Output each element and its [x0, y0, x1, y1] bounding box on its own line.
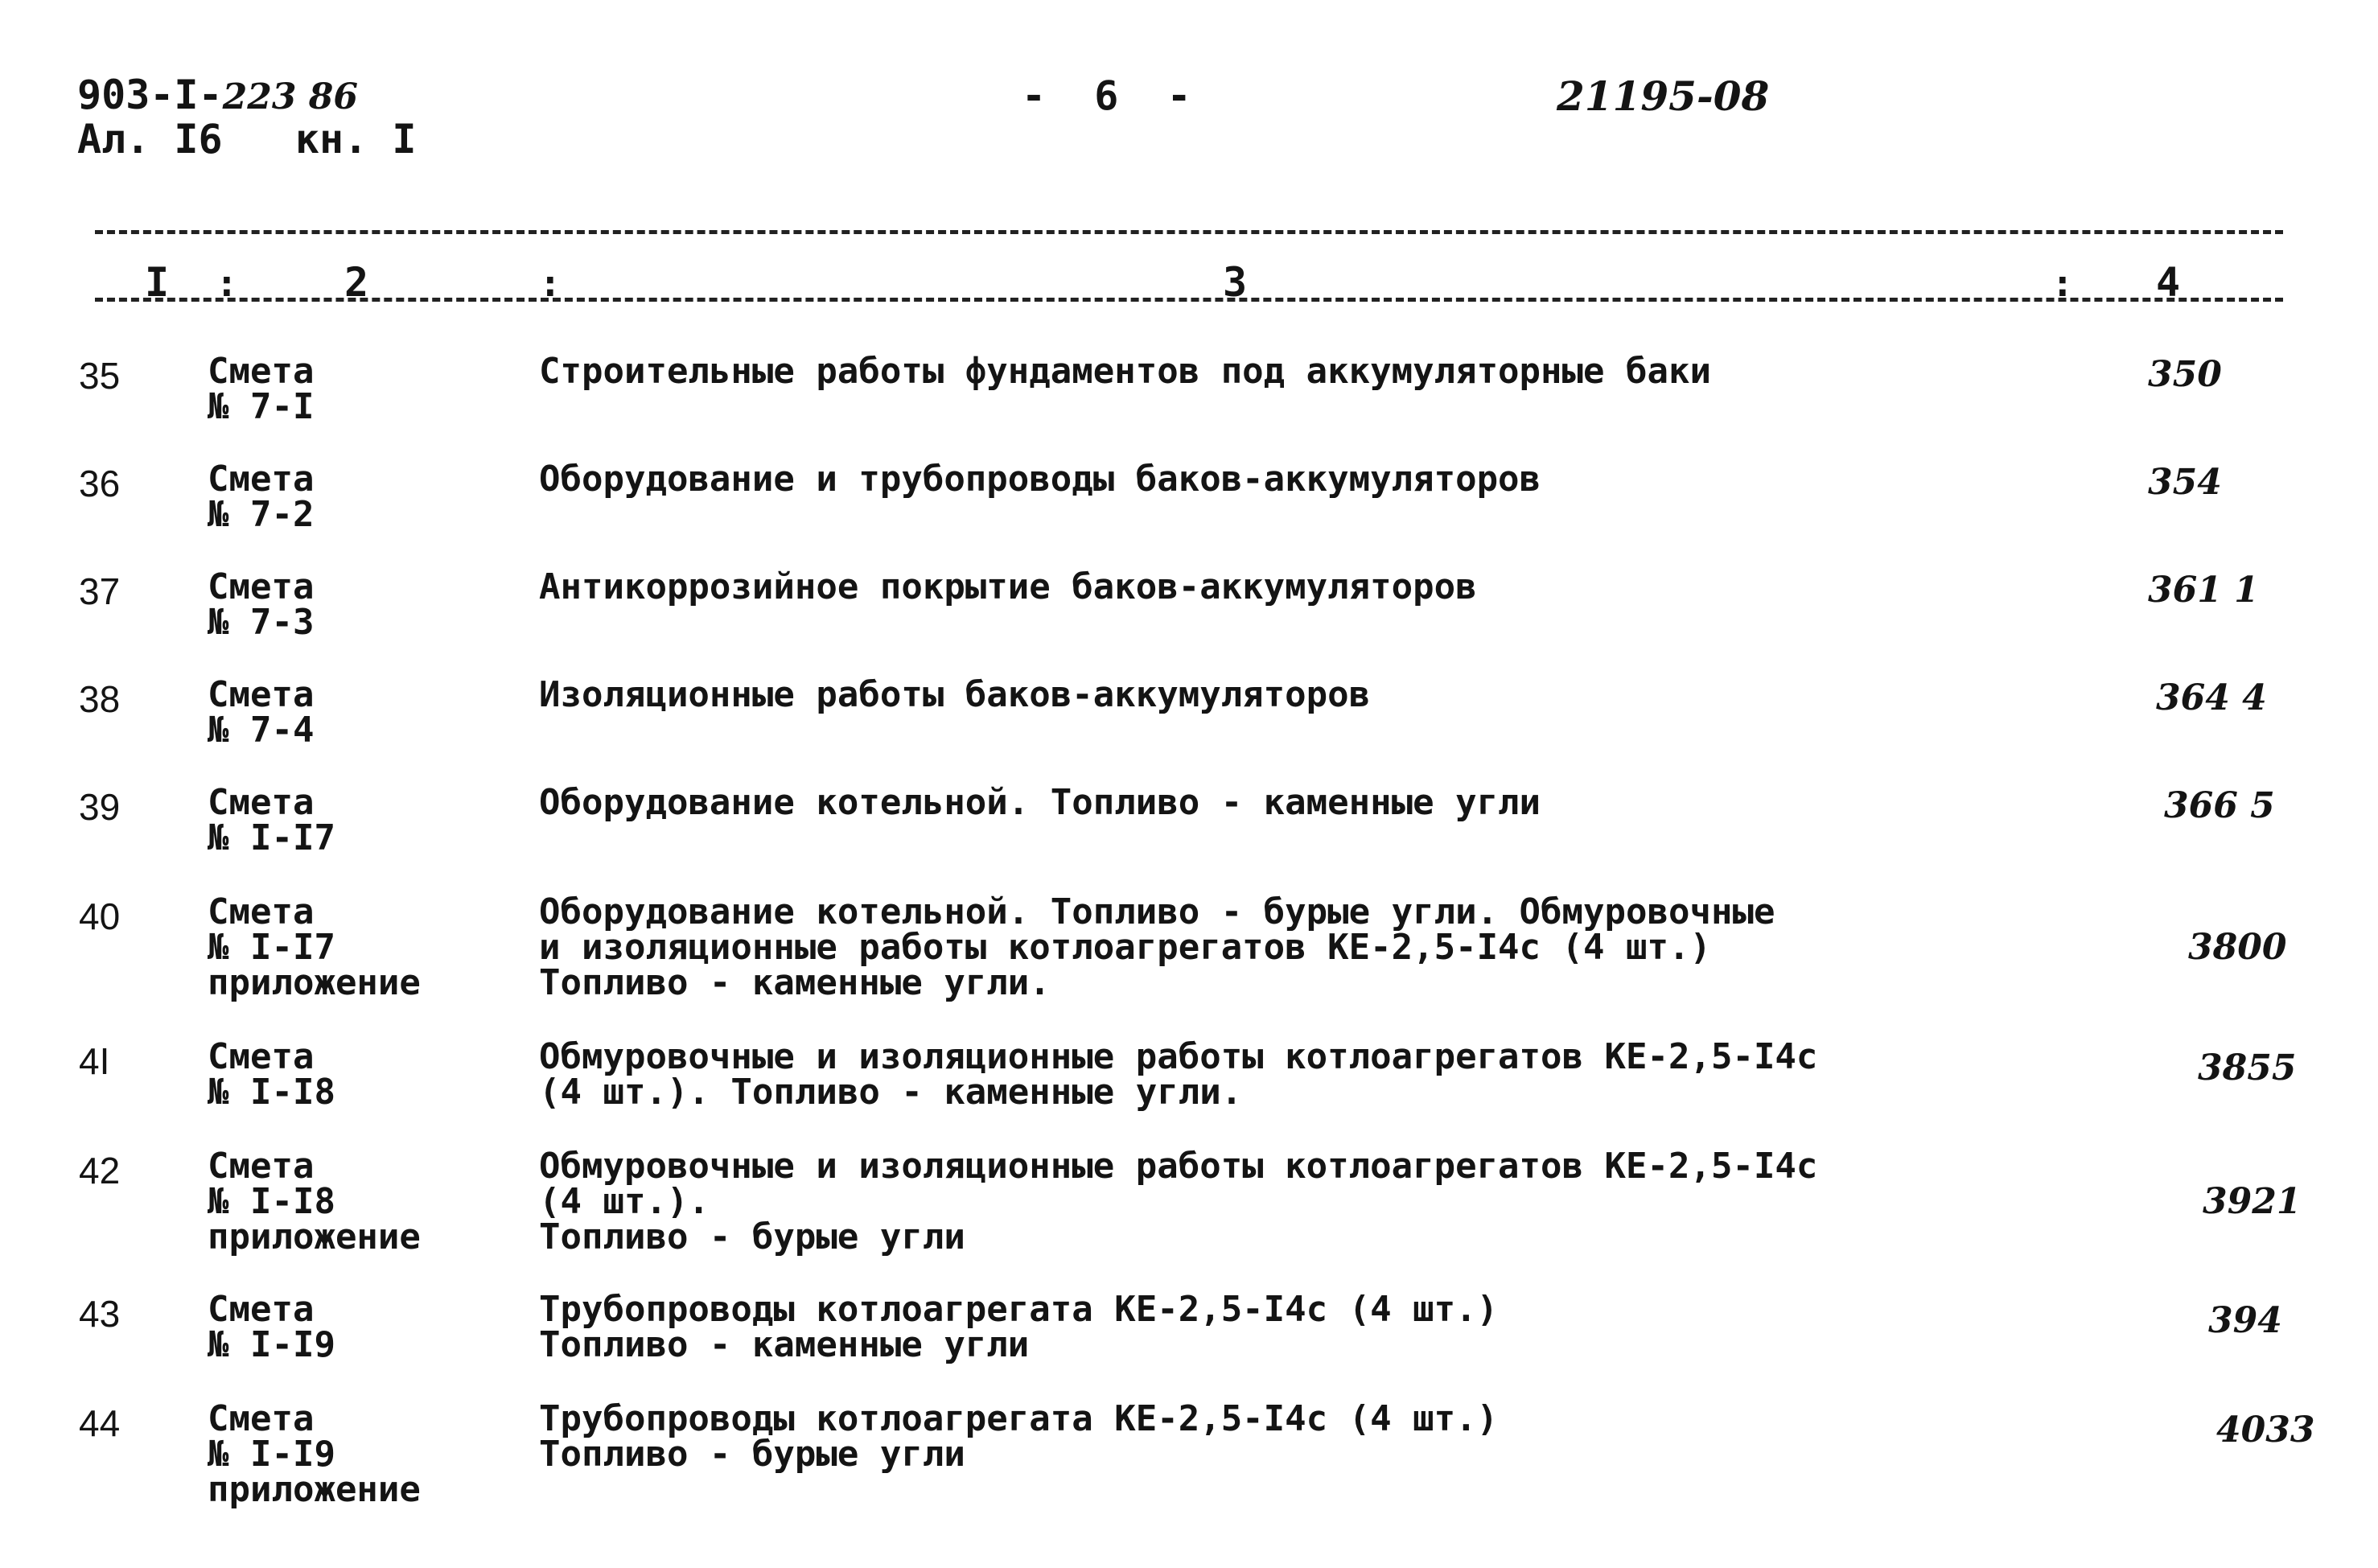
column-separator: :: [216, 261, 238, 305]
row-number: 35: [79, 355, 121, 397]
column-separator: :: [2051, 261, 2074, 305]
row-description: [539, 1036, 1818, 1113]
row-description: [539, 1146, 1818, 1257]
page-reference: 3855: [2198, 1047, 2297, 1089]
row-number: 39: [79, 786, 121, 828]
description-line: Топливо - каменные угли: [539, 1324, 1030, 1365]
album-book-line: Ал. I6 кн. I: [77, 116, 417, 163]
row-description: [539, 782, 1541, 823]
estimate-reference-line: Смета: [208, 782, 315, 823]
description-line: и изоляционные работы котлоагрегатов КЕ-2,5-I4с (4 шт.): [539, 927, 1711, 968]
description-line: (4 шт.). Топливо - каменные угли.: [539, 1072, 1243, 1113]
column-header-4: 4: [2156, 259, 2181, 306]
row-number: 38: [79, 678, 121, 720]
estimate-reference: [208, 1036, 335, 1113]
estimate-reference: [208, 459, 315, 535]
row-number: 42: [79, 1150, 121, 1191]
estimate-reference: [208, 674, 315, 751]
description-line: Топливо - бурые угли: [539, 1434, 965, 1475]
document-designation: [77, 72, 417, 163]
estimate-reference-line: приложение: [208, 1216, 421, 1257]
estimate-reference-line: № I-I7: [208, 817, 335, 858]
row-number: 43: [79, 1293, 121, 1335]
description-line: Обмуровочные и изоляционные работы котлоагрегатов КЕ-2,5-I4с: [539, 1146, 1818, 1187]
estimate-reference: [208, 351, 315, 427]
row-description: [539, 674, 1371, 715]
estimate-reference-line: Смета: [208, 459, 315, 500]
row-number: 4I: [79, 1040, 110, 1082]
estimate-reference-line: Смета: [208, 566, 315, 607]
estimate-reference-line: № I-I8: [208, 1072, 335, 1113]
page-reference: 3800: [2188, 927, 2287, 968]
description-line: Оборудование котельной. Топливо - бурые угли. Обмуровочные: [539, 891, 1775, 932]
description-line: Строительные работы фундаментов под аккумуляторные баки: [539, 351, 1711, 392]
estimate-reference: [208, 1289, 335, 1365]
page-reference: 366 5: [2164, 785, 2275, 826]
row-description: [539, 566, 1477, 607]
column-header-3: 3: [1223, 259, 1248, 306]
page-reference: 3921: [2203, 1181, 2302, 1222]
estimate-reference-line: Смета: [208, 1398, 315, 1439]
estimate-reference: [208, 891, 421, 1003]
estimate-reference-line: Смета: [208, 674, 315, 715]
row-description: [539, 891, 1775, 1003]
description-line: Оборудование котельной. Топливо - каменные угли: [539, 782, 1541, 823]
description-line: Трубопроводы котлоагрегата КЕ-2,5-I4с (4 шт.): [539, 1289, 1499, 1330]
estimate-reference-line: Смета: [208, 1036, 315, 1077]
row-description: [539, 1398, 1499, 1475]
estimate-reference-line: приложение: [208, 962, 421, 1003]
page-reference: 350: [2148, 354, 2222, 395]
description-line: Трубопроводы котлоагрегата КЕ-2,5-I4с (4 шт.): [539, 1398, 1499, 1439]
row-description: [539, 459, 1541, 500]
header-bottom-rule: [95, 298, 2283, 302]
row-number: 36: [79, 463, 121, 504]
estimate-reference: [208, 1146, 421, 1257]
description-line: Изоляционные работы баков-аккумуляторов: [539, 674, 1371, 715]
series-code-handwritten: 223 86: [222, 76, 359, 117]
estimate-reference-line: Смета: [208, 351, 315, 392]
page-reference: 361 1: [2148, 570, 2259, 611]
estimate-reference-line: Смета: [208, 1289, 315, 1330]
page-reference: 4033: [2216, 1410, 2315, 1451]
page-reference: 354: [2148, 462, 2222, 503]
estimate-reference-line: № I-I8: [208, 1181, 335, 1222]
description-line: (4 шт.).: [539, 1181, 710, 1222]
document-number: 21195-08: [1557, 72, 1770, 120]
estimate-reference-line: № 7-I: [208, 386, 315, 427]
column-header-2: 2: [344, 259, 369, 306]
page-reference: 394: [2208, 1300, 2282, 1341]
estimate-reference: [208, 782, 335, 858]
row-description: [539, 1289, 1499, 1365]
description-line: Топливо - бурые угли: [539, 1216, 965, 1257]
description-line: Обмуровочные и изоляционные работы котлоагрегатов КЕ-2,5-I4с: [539, 1036, 1818, 1077]
estimate-reference-line: приложение: [208, 1469, 421, 1510]
description-line: Оборудование и трубопроводы баков-аккумуляторов: [539, 459, 1541, 500]
column-separator: :: [539, 261, 562, 305]
page-number: - 6 -: [1022, 72, 1191, 119]
row-number: 44: [79, 1402, 121, 1444]
column-header-1: I: [145, 259, 170, 306]
row-number: 40: [79, 895, 121, 937]
row-description: [539, 351, 1711, 392]
estimate-reference-line: № I-I7: [208, 927, 335, 968]
estimate-reference: [208, 566, 315, 643]
estimate-reference-line: № 7-3: [208, 602, 315, 643]
row-number: 37: [79, 570, 121, 612]
estimate-reference: [208, 1398, 421, 1510]
series-code: 903-I-: [77, 72, 223, 118]
estimate-reference-line: Смета: [208, 891, 315, 932]
page-reference: 364 4: [2156, 677, 2267, 718]
description-line: Антикоррозийное покрытие баков-аккумуляторов: [539, 566, 1477, 607]
estimate-reference-line: № 7-2: [208, 494, 315, 535]
estimate-reference-line: № 7-4: [208, 710, 315, 751]
estimate-reference-line: № I-I9: [208, 1324, 335, 1365]
estimate-reference-line: Смета: [208, 1146, 315, 1187]
estimate-reference-line: № I-I9: [208, 1434, 335, 1475]
description-line: Топливо - каменные угли.: [539, 962, 1051, 1003]
header-top-rule: [95, 230, 2283, 234]
